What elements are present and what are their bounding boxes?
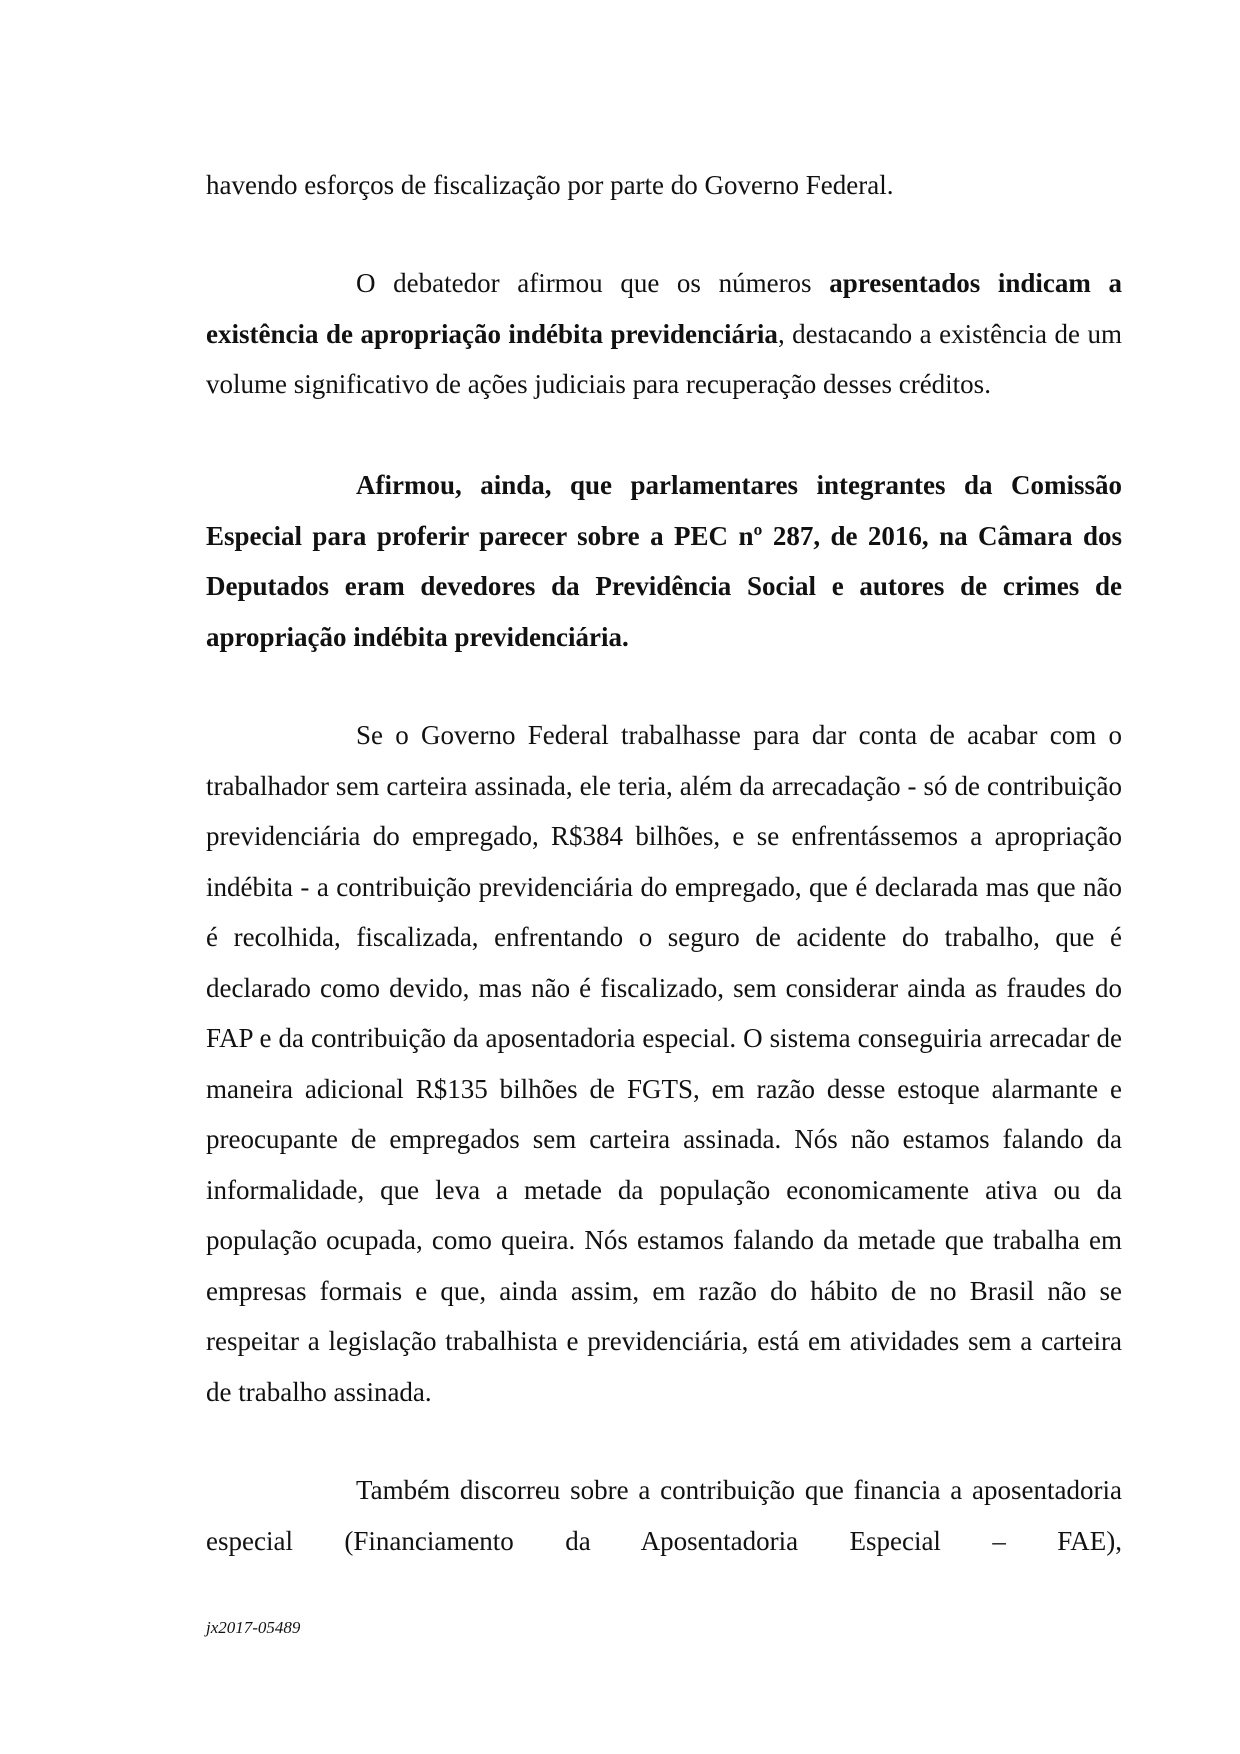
paragraph-text: O debatedor afirmou que os números [356, 268, 830, 298]
paragraph-continuation: havendo esforços de fiscalização por parte do Governo Federal. [206, 170, 894, 200]
paragraph-aposentadoria-especial: Também discorreu sobre a contribuição que financia a aposentadoria especial (Financiamento da Aposentadoria Especial – FAE), [206, 1475, 1122, 1556]
document-id-footer: jx2017-05489 [206, 1618, 301, 1637]
paragraph-text: , destacando a existência de um volume significativo de ações judiciais para recuperação desses créditos. [206, 318, 1122, 399]
paragraph-bold-statement: Afirmou, ainda, que parlamentares integrantes da Comissão Especial para proferir parecer sobre a PEC nº 287, de 2016, na Câmara dos Deputados eram devedores da Previdência Social e autores de crimes de apropriação indébita previdenciária. [206, 470, 1122, 652]
paragraph-debatedor [206, 258, 1122, 410]
paragraph-governo-federal: Se o Governo Federal trabalhasse para dar conta de acabar com o trabalhador sem carteira assinada, ele teria, além da arrecadação - só de contribuição previdenciária do empregado, R$384 bilhões, e se enfrentássemos a apropriação indébita - a contribuição previdenciária do empregado, que é declarada mas que não é recolhida, fiscalizada, enfrentando o seguro de acidente do trabalho, que é declarado como devido, mas não é fiscalizado, sem considerar ainda as fraudes do FAP e da contribuição da aposentadoria especial. O sistema conseguiria arrecadar de maneira adicional R$135 bilhões de FGTS, em razão desse estoque alarmante e preocupante de empregados sem carteira assinada. Nós não estamos falando da informalidade, que leva a metade da população economicamente ativa ou da população ocupada, como queira. Nós estamos falando da metade que trabalha em empresas formais e que, ainda assim, em razão do hábito de no Brasil não se respeitar a legislação trabalhista e previdenciária, está em atividades sem a carteira de trabalho assinada. [206, 720, 1122, 1407]
bold-text: apresentados indicam a existência de apropriação indébita previdenciária [206, 268, 1123, 349]
